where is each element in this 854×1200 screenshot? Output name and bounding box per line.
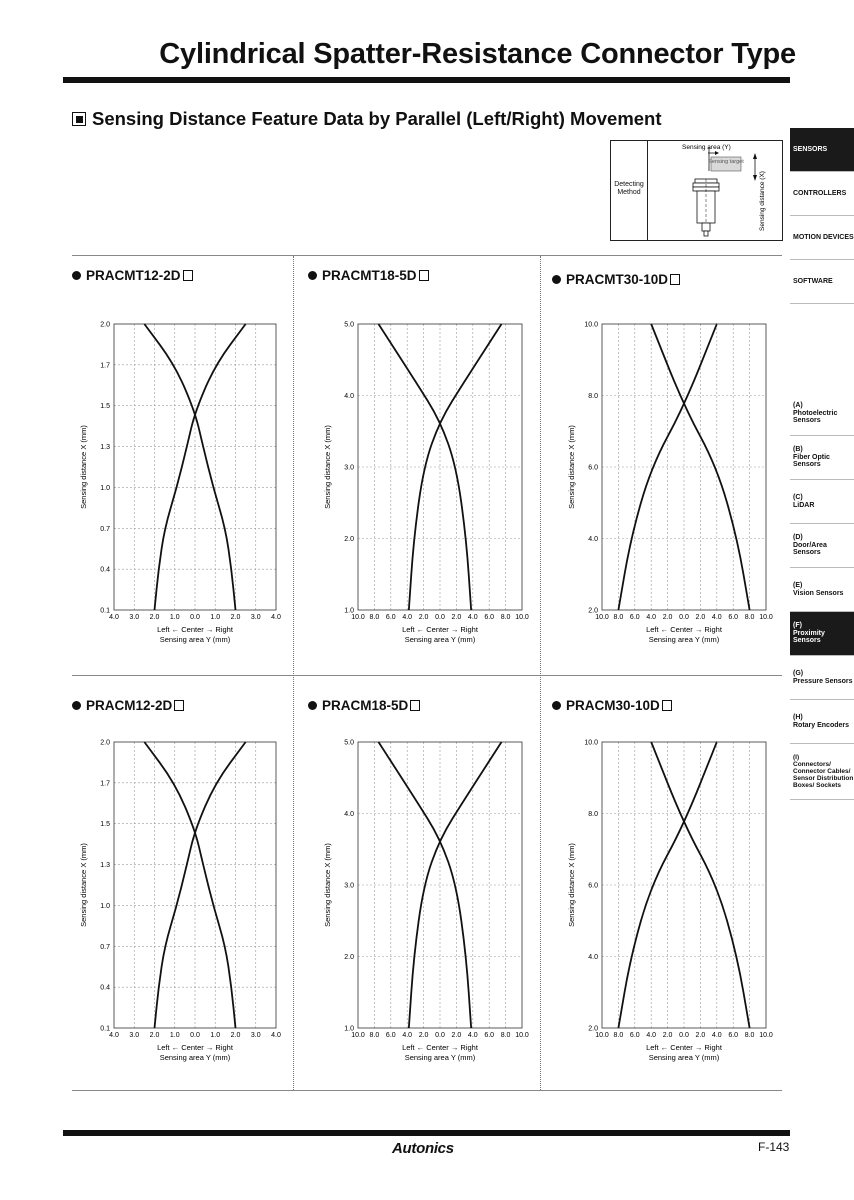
x-axis-label: Left ← Center → Right xyxy=(402,1043,478,1052)
y-axis-label: Sensing distance X (mm) xyxy=(567,425,576,509)
chart-pracm12 xyxy=(70,728,290,1073)
y-tick-label: 6.0 xyxy=(588,882,598,890)
section-square-icon xyxy=(72,112,86,126)
x-tick-label: 6.0 xyxy=(728,614,739,621)
x-tick-label: 3.0 xyxy=(250,1032,261,1039)
x-tick-label: 8.0 xyxy=(500,1032,511,1039)
y-tick-label: 6.0 xyxy=(588,464,598,472)
y-tick-label: 1.3 xyxy=(100,444,110,452)
y-tick-label: 2.0 xyxy=(100,739,110,747)
y-tick-label: 0.4 xyxy=(100,984,110,992)
chart-title-4: PRACM12-2D xyxy=(72,698,184,713)
x-tick-label: 2.0 xyxy=(230,1032,241,1039)
x-tick-label: 10.0 xyxy=(759,614,773,621)
x-tick-label: 4.0 xyxy=(271,614,281,621)
chart-pracmt30 xyxy=(558,310,780,655)
x-tick-label: 4.0 xyxy=(467,614,478,621)
y-tick-label: 10.0 xyxy=(584,739,598,747)
x-tick-label: 0.0 xyxy=(190,1032,200,1039)
page-number: F-143 xyxy=(758,1140,790,1154)
x-tick-label: 10.0 xyxy=(515,1032,529,1039)
x-tick-label: 2.0 xyxy=(695,1032,706,1039)
x-tick-label: 4.0 xyxy=(109,614,119,621)
y-tick-label: 2.0 xyxy=(344,536,354,543)
x-tick-label: 10.0 xyxy=(595,1032,609,1039)
y-tick-label: 1.0 xyxy=(100,902,110,910)
x-tick-label: 4.0 xyxy=(711,614,722,621)
column-divider-2 xyxy=(540,256,541,1090)
x-axis-sublabel: Sensing area Y (mm) xyxy=(159,1053,231,1062)
x-tick-label: 4.0 xyxy=(402,614,413,621)
x-tick-label: 4.0 xyxy=(646,1032,657,1039)
x-tick-label: 4.0 xyxy=(467,1032,478,1039)
sidebar-item-motion-devices[interactable]: MOTION DEVICES xyxy=(790,216,854,260)
y-tick-label: 4.0 xyxy=(344,393,354,400)
x-tick-label: 8.0 xyxy=(369,614,380,621)
x-tick-label: 8.0 xyxy=(744,614,755,621)
x-tick-label: 4.0 xyxy=(646,614,657,621)
chart-title-1: PRACMT12-2D xyxy=(72,268,193,283)
x-axis-label: Left ← Center → Right xyxy=(157,625,233,634)
x-tick-label: 2.0 xyxy=(230,614,241,621)
x-axis-label: Left ← Center → Right xyxy=(646,625,722,634)
y-tick-label: 1.0 xyxy=(344,607,354,615)
y-tick-label: 3.0 xyxy=(344,882,354,890)
y-tick-label: 0.7 xyxy=(100,943,110,951)
x-axis-label: Left ← Center → Right xyxy=(646,1043,722,1052)
x-tick-label: 2.0 xyxy=(418,614,429,621)
sidebar-item-proximity[interactable]: (F) Proximity Sensors xyxy=(790,612,854,656)
chart-pracm18 xyxy=(314,728,536,1073)
x-tick-label: 6.0 xyxy=(385,1032,396,1039)
y-tick-label: 1.0 xyxy=(100,484,110,492)
y-tick-label: 4.0 xyxy=(588,954,598,961)
y-tick-label: 2.0 xyxy=(100,321,110,329)
y-tick-label: 10.0 xyxy=(584,321,598,329)
x-tick-label: 2.0 xyxy=(662,1032,673,1039)
x-tick-label: 2.0 xyxy=(149,614,160,621)
y-axis-label: Sensing distance X (mm) xyxy=(79,425,88,509)
y-tick-label: 0.7 xyxy=(100,525,110,533)
y-tick-label: 1.5 xyxy=(100,403,110,411)
title-rule xyxy=(63,77,790,83)
y-tick-label: 5.0 xyxy=(344,739,354,747)
divider-middle xyxy=(72,675,782,676)
x-tick-label: 0.0 xyxy=(679,614,689,621)
y-tick-label: 2.0 xyxy=(588,607,598,615)
x-tick-label: 2.0 xyxy=(418,1032,429,1039)
x-tick-label: 10.0 xyxy=(595,614,609,621)
sidebar-item-controllers[interactable]: CONTROLLERS xyxy=(790,172,854,216)
chart-title-3: PRACMT30-10D xyxy=(552,272,680,287)
y-tick-label: 4.0 xyxy=(588,536,598,543)
x-tick-label: 8.0 xyxy=(500,614,511,621)
divider-bottom xyxy=(72,1090,782,1091)
x-tick-label: 0.0 xyxy=(679,1032,689,1039)
chart-pracmt18 xyxy=(314,310,536,655)
x-tick-label: 10.0 xyxy=(351,1032,365,1039)
plot-frame xyxy=(114,324,276,610)
y-tick-label: 8.0 xyxy=(588,811,598,818)
series-line-left xyxy=(155,324,246,610)
sidebar-item-fiber-optic[interactable]: (B) Fiber Optic Sensors xyxy=(790,436,854,480)
y-tick-label: 1.7 xyxy=(100,362,110,370)
y-tick-label: 8.0 xyxy=(588,393,598,400)
x-axis-sublabel: Sensing area Y (mm) xyxy=(648,635,720,644)
chart-pracmt12 xyxy=(70,310,290,655)
divider-top xyxy=(72,255,782,256)
x-tick-label: 0.0 xyxy=(190,614,200,621)
plot-frame xyxy=(114,742,276,1028)
y-axis-label: Sensing distance X (mm) xyxy=(567,843,576,927)
brand-logo: Autonics xyxy=(392,1140,454,1157)
x-tick-label: 8.0 xyxy=(613,1032,624,1039)
y-tick-label: 1.5 xyxy=(100,821,110,829)
chart-pracm30 xyxy=(558,728,780,1073)
footer-rule xyxy=(63,1130,790,1136)
x-tick-label: 2.0 xyxy=(451,1032,462,1039)
x-tick-label: 4.0 xyxy=(402,1032,413,1039)
sensing-target-text: Sensing target xyxy=(708,159,744,165)
sensor-diagram-icon xyxy=(647,141,783,240)
y-tick-label: 0.4 xyxy=(100,566,110,574)
x-tick-label: 10.0 xyxy=(759,1032,773,1039)
sidebar-item-door-area[interactable]: (D) Door/Area Sensors xyxy=(790,524,854,568)
y-axis-label: Sensing distance X (mm) xyxy=(323,843,332,927)
x-tick-label: 6.0 xyxy=(484,1032,495,1039)
x-tick-label: 4.0 xyxy=(109,1032,119,1039)
x-tick-label: 3.0 xyxy=(250,614,261,621)
sidebar-item-pressure[interactable]: (G) Pressure Sensors xyxy=(790,656,854,700)
y-tick-label: 1.7 xyxy=(100,780,110,788)
x-tick-label: 1.0 xyxy=(210,1032,221,1039)
sidebar-item-photoelectric[interactable]: (A) Photoelectric Sensors xyxy=(790,392,854,436)
x-axis-sublabel: Sensing area Y (mm) xyxy=(404,635,476,644)
sidebar-item-sensors[interactable]: SENSORS xyxy=(790,128,854,172)
x-tick-label: 8.0 xyxy=(744,1032,755,1039)
x-tick-label: 6.0 xyxy=(484,614,495,621)
x-tick-label: 8.0 xyxy=(369,1032,380,1039)
x-tick-label: 2.0 xyxy=(695,614,706,621)
sensing-distance-text: Sensing distance (X) xyxy=(759,171,766,231)
sidebar-item-connectors[interactable]: (I) Connectors/ Connector Cables/ Sensor Distribution Boxes/ Sockets xyxy=(790,744,854,800)
method-label-cell xyxy=(611,141,648,240)
y-axis-label: Sensing distance X (mm) xyxy=(323,425,332,509)
x-tick-label: 3.0 xyxy=(129,1032,140,1039)
x-axis-label: Left ← Center → Right xyxy=(402,625,478,634)
chart-title-2: PRACMT18-5D xyxy=(308,268,429,283)
x-tick-label: 1.0 xyxy=(169,1032,180,1039)
sensing-area-text: Sensing area (Y) xyxy=(682,144,731,151)
x-tick-label: 0.0 xyxy=(435,614,445,621)
x-tick-label: 6.0 xyxy=(629,1032,640,1039)
page-title: Cylindrical Spatter-Resistance Connector Type xyxy=(159,38,796,70)
x-tick-label: 0.0 xyxy=(435,1032,445,1039)
y-tick-label: 1.0 xyxy=(344,1025,354,1033)
x-axis-sublabel: Sensing area Y (mm) xyxy=(404,1053,476,1062)
series-line-right xyxy=(144,324,235,610)
sidebar-item-rotary-encoders[interactable]: (H) Rotary Encoders xyxy=(790,700,854,744)
x-tick-label: 4.0 xyxy=(271,1032,281,1039)
y-axis-label: Sensing distance X (mm) xyxy=(79,843,88,927)
x-axis-sublabel: Sensing area Y (mm) xyxy=(159,635,231,644)
x-tick-label: 1.0 xyxy=(210,614,221,621)
y-tick-label: 0.1 xyxy=(100,607,110,615)
x-tick-label: 4.0 xyxy=(711,1032,722,1039)
sidebar-item-software[interactable]: SOFTWARE xyxy=(790,260,854,304)
y-tick-label: 5.0 xyxy=(344,321,354,329)
x-tick-label: 2.0 xyxy=(149,1032,160,1039)
chart-title-5: PRACM18-5D xyxy=(308,698,420,713)
x-tick-label: 10.0 xyxy=(351,614,365,621)
y-tick-label: 0.1 xyxy=(100,1025,110,1033)
section-heading xyxy=(72,108,662,130)
chart-title-6: PRACM30-10D xyxy=(552,698,672,713)
x-tick-label: 6.0 xyxy=(385,614,396,621)
x-tick-label: 2.0 xyxy=(662,614,673,621)
y-tick-label: 2.0 xyxy=(588,1025,598,1033)
series-line-right xyxy=(144,742,235,1028)
x-tick-label: 3.0 xyxy=(129,614,140,621)
x-axis-sublabel: Sensing area Y (mm) xyxy=(648,1053,720,1062)
y-tick-label: 2.0 xyxy=(344,954,354,961)
x-tick-label: 1.0 xyxy=(169,614,180,621)
x-tick-label: 2.0 xyxy=(451,614,462,621)
x-tick-label: 8.0 xyxy=(613,614,624,621)
x-tick-label: 6.0 xyxy=(728,1032,739,1039)
sidebar-item-vision[interactable]: (E) Vision Sensors xyxy=(790,568,854,612)
series-line-left xyxy=(155,742,246,1028)
y-tick-label: 1.3 xyxy=(100,862,110,870)
detecting-method-diagram xyxy=(610,140,783,241)
x-tick-label: 10.0 xyxy=(515,614,529,621)
section-title: Sensing Distance Feature Data by Parallel (Left/Right) Movement xyxy=(92,108,662,129)
x-tick-label: 6.0 xyxy=(629,614,640,621)
sidebar-item-lidar[interactable]: (C) LiDAR xyxy=(790,480,854,524)
y-tick-label: 4.0 xyxy=(344,811,354,818)
method-label: Detecting Method xyxy=(614,181,644,196)
column-divider-1 xyxy=(293,256,294,1090)
y-tick-label: 3.0 xyxy=(344,464,354,472)
x-axis-label: Left ← Center → Right xyxy=(157,1043,233,1052)
